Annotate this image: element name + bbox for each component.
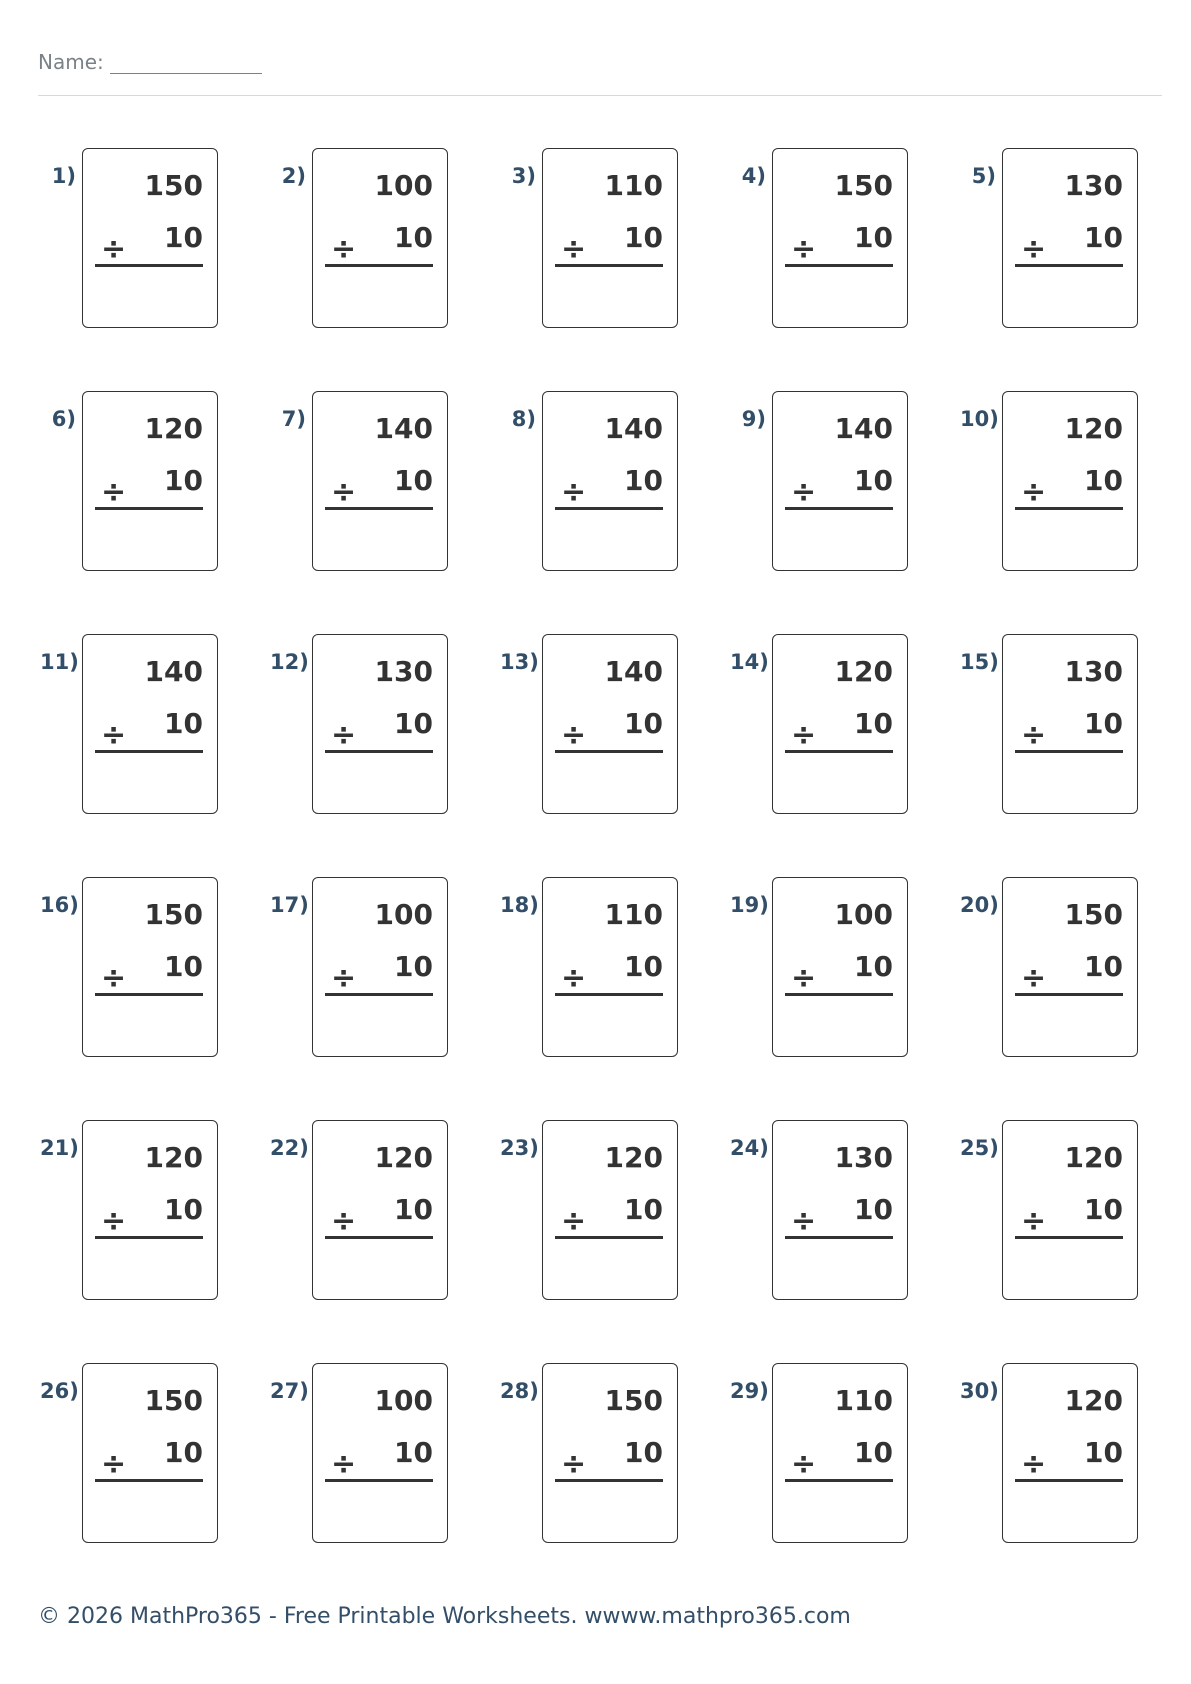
problem-number: 17) — [270, 893, 309, 917]
dividend: 120 — [1064, 1384, 1123, 1417]
divisor: 10 — [1084, 707, 1123, 740]
divide-sign-icon: ÷ — [791, 718, 817, 753]
problem-number: 13) — [500, 650, 539, 674]
divisor: 10 — [394, 950, 433, 983]
answer-line[interactable] — [785, 1236, 893, 1239]
problem-number: 30) — [960, 1379, 999, 1403]
problem-number: 10) — [960, 407, 999, 431]
answer-line[interactable] — [95, 750, 203, 753]
problem-19 — [730, 873, 930, 1063]
problem-card — [772, 148, 908, 328]
divisor: 10 — [624, 1436, 663, 1469]
divide-sign-icon: ÷ — [1021, 718, 1047, 753]
divide-sign-icon: ÷ — [101, 718, 127, 753]
divide-sign-icon: ÷ — [791, 475, 817, 510]
divisor: 10 — [394, 464, 433, 497]
problem-card — [772, 391, 908, 571]
answer-line[interactable] — [1015, 993, 1123, 996]
divisor: 10 — [624, 707, 663, 740]
divide-sign-icon: ÷ — [561, 718, 587, 753]
answer-line[interactable] — [1015, 750, 1123, 753]
answer-line[interactable] — [1015, 507, 1123, 510]
dividend: 140 — [144, 655, 203, 688]
answer-line[interactable] — [785, 993, 893, 996]
problem-card — [542, 391, 678, 571]
divisor: 10 — [394, 1193, 433, 1226]
divide-sign-icon: ÷ — [331, 961, 357, 996]
divide-sign-icon: ÷ — [791, 961, 817, 996]
dividend: 150 — [604, 1384, 663, 1417]
problem-10 — [960, 387, 1160, 577]
divide-sign-icon: ÷ — [101, 232, 127, 267]
problem-card — [772, 1120, 908, 1300]
answer-line[interactable] — [325, 1479, 433, 1482]
divide-sign-icon: ÷ — [101, 1204, 127, 1239]
divide-sign-icon: ÷ — [561, 1447, 587, 1482]
answer-line[interactable] — [1015, 264, 1123, 267]
dividend: 130 — [1064, 169, 1123, 202]
divisor: 10 — [854, 1436, 893, 1469]
problem-card — [1002, 1120, 1138, 1300]
problem-28 — [500, 1359, 700, 1549]
problem-number: 29) — [730, 1379, 769, 1403]
problem-5 — [960, 144, 1160, 334]
answer-line[interactable] — [325, 507, 433, 510]
answer-line[interactable] — [555, 1236, 663, 1239]
problem-card — [312, 1120, 448, 1300]
problem-card — [312, 148, 448, 328]
answer-line[interactable] — [95, 1236, 203, 1239]
problem-card — [542, 1363, 678, 1543]
problem-card — [82, 1120, 218, 1300]
problem-21 — [40, 1116, 240, 1306]
divide-sign-icon: ÷ — [1021, 232, 1047, 267]
problem-14 — [730, 630, 930, 820]
divide-sign-icon: ÷ — [561, 961, 587, 996]
problem-card — [1002, 148, 1138, 328]
problem-number: 6) — [51, 407, 76, 431]
problem-number: 4) — [741, 164, 766, 188]
problem-card — [312, 1363, 448, 1543]
divisor: 10 — [624, 221, 663, 254]
answer-line[interactable] — [325, 264, 433, 267]
problem-card — [772, 1363, 908, 1543]
problem-card — [542, 148, 678, 328]
problem-number: 23) — [500, 1136, 539, 1160]
divisor: 10 — [854, 950, 893, 983]
problem-card — [82, 148, 218, 328]
problem-29 — [730, 1359, 930, 1549]
divide-sign-icon: ÷ — [331, 718, 357, 753]
dividend: 120 — [834, 655, 893, 688]
problem-number: 1) — [51, 164, 76, 188]
dividend: 120 — [604, 1141, 663, 1174]
dividend: 150 — [1064, 898, 1123, 931]
divisor: 10 — [1084, 221, 1123, 254]
divisor: 10 — [854, 221, 893, 254]
problem-number: 19) — [730, 893, 769, 917]
problem-card — [1002, 1363, 1138, 1543]
problem-number: 21) — [40, 1136, 79, 1160]
problem-number: 5) — [971, 164, 996, 188]
divisor: 10 — [854, 1193, 893, 1226]
problem-number: 15) — [960, 650, 999, 674]
answer-line[interactable] — [555, 993, 663, 996]
dividend: 120 — [144, 1141, 203, 1174]
answer-line[interactable] — [95, 993, 203, 996]
divisor: 10 — [164, 1193, 203, 1226]
divide-sign-icon: ÷ — [791, 1204, 817, 1239]
problem-number: 18) — [500, 893, 539, 917]
answer-line[interactable] — [95, 264, 203, 267]
divisor: 10 — [624, 950, 663, 983]
problem-2 — [270, 144, 470, 334]
divisor: 10 — [164, 950, 203, 983]
problem-card — [82, 634, 218, 814]
divide-sign-icon: ÷ — [331, 232, 357, 267]
problem-20 — [960, 873, 1160, 1063]
divisor: 10 — [1084, 464, 1123, 497]
answer-line[interactable] — [555, 507, 663, 510]
problem-number: 24) — [730, 1136, 769, 1160]
answer-line[interactable] — [555, 1479, 663, 1482]
problem-1 — [40, 144, 240, 334]
dividend: 100 — [374, 169, 433, 202]
divide-sign-icon: ÷ — [791, 232, 817, 267]
problem-card — [82, 391, 218, 571]
problem-number: 2) — [281, 164, 306, 188]
dividend: 150 — [144, 169, 203, 202]
problem-card — [82, 1363, 218, 1543]
dividend: 130 — [1064, 655, 1123, 688]
problem-25 — [960, 1116, 1160, 1306]
dividend: 120 — [1064, 412, 1123, 445]
dividend: 120 — [374, 1141, 433, 1174]
divide-sign-icon: ÷ — [561, 475, 587, 510]
problem-30 — [960, 1359, 1160, 1549]
problem-number: 8) — [511, 407, 536, 431]
problem-11 — [40, 630, 240, 820]
divisor: 10 — [854, 707, 893, 740]
problem-4 — [730, 144, 930, 334]
problem-3 — [500, 144, 700, 334]
divide-sign-icon: ÷ — [331, 1447, 357, 1482]
problem-number: 16) — [40, 893, 79, 917]
divisor: 10 — [624, 1193, 663, 1226]
problem-card — [772, 634, 908, 814]
divisor: 10 — [164, 707, 203, 740]
problem-card — [312, 634, 448, 814]
divide-sign-icon: ÷ — [331, 1204, 357, 1239]
dividend: 110 — [604, 898, 663, 931]
problem-24 — [730, 1116, 930, 1306]
footer-copyright: © 2026 MathPro365 - Free Printable Worksheets. wwww.mathpro365.com — [38, 1604, 851, 1629]
problem-17 — [270, 873, 470, 1063]
answer-line[interactable] — [785, 264, 893, 267]
dividend: 140 — [604, 655, 663, 688]
problem-12 — [270, 630, 470, 820]
problem-23 — [500, 1116, 700, 1306]
divide-sign-icon: ÷ — [101, 475, 127, 510]
dividend: 140 — [834, 412, 893, 445]
divisor: 10 — [624, 464, 663, 497]
answer-line[interactable] — [95, 507, 203, 510]
problem-15 — [960, 630, 1160, 820]
dividend: 110 — [834, 1384, 893, 1417]
problem-13 — [500, 630, 700, 820]
problem-number: 27) — [270, 1379, 309, 1403]
problem-9 — [730, 387, 930, 577]
answer-line[interactable] — [95, 1479, 203, 1482]
answer-line[interactable] — [785, 1479, 893, 1482]
divide-sign-icon: ÷ — [561, 1204, 587, 1239]
divisor: 10 — [1084, 1193, 1123, 1226]
divisor: 10 — [394, 707, 433, 740]
problem-card — [312, 877, 448, 1057]
dividend: 110 — [604, 169, 663, 202]
divisor: 10 — [854, 464, 893, 497]
dividend: 100 — [834, 898, 893, 931]
dividend: 100 — [374, 1384, 433, 1417]
problem-card — [542, 877, 678, 1057]
problem-6 — [40, 387, 240, 577]
problem-number: 26) — [40, 1379, 79, 1403]
problem-card — [1002, 391, 1138, 571]
problem-18 — [500, 873, 700, 1063]
answer-line[interactable] — [785, 507, 893, 510]
answer-line[interactable] — [555, 264, 663, 267]
problem-number: 7) — [281, 407, 306, 431]
problem-card — [772, 877, 908, 1057]
divide-sign-icon: ÷ — [1021, 1447, 1047, 1482]
answer-line[interactable] — [785, 750, 893, 753]
divide-sign-icon: ÷ — [561, 232, 587, 267]
divisor: 10 — [1084, 1436, 1123, 1469]
problem-8 — [500, 387, 700, 577]
dividend: 120 — [1064, 1141, 1123, 1174]
dividend: 130 — [374, 655, 433, 688]
name-label: Name: — [38, 50, 104, 74]
problem-number: 9) — [741, 407, 766, 431]
answer-line[interactable] — [325, 993, 433, 996]
divisor: 10 — [164, 464, 203, 497]
problem-number: 14) — [730, 650, 769, 674]
problem-card — [542, 634, 678, 814]
problem-16 — [40, 873, 240, 1063]
answer-line[interactable] — [1015, 1236, 1123, 1239]
divide-sign-icon: ÷ — [1021, 475, 1047, 510]
problem-number: 12) — [270, 650, 309, 674]
answer-line[interactable] — [1015, 1479, 1123, 1482]
problem-number: 22) — [270, 1136, 309, 1160]
divisor: 10 — [394, 1436, 433, 1469]
dividend: 150 — [834, 169, 893, 202]
dividend: 100 — [374, 898, 433, 931]
problem-7 — [270, 387, 470, 577]
divide-sign-icon: ÷ — [331, 475, 357, 510]
problem-card — [1002, 634, 1138, 814]
divide-sign-icon: ÷ — [101, 1447, 127, 1482]
dividend: 150 — [144, 1384, 203, 1417]
problem-number: 20) — [960, 893, 999, 917]
problem-number: 25) — [960, 1136, 999, 1160]
problem-number: 11) — [40, 650, 79, 674]
divide-sign-icon: ÷ — [791, 1447, 817, 1482]
problem-card — [312, 391, 448, 571]
problem-27 — [270, 1359, 470, 1549]
problem-number: 3) — [511, 164, 536, 188]
divide-sign-icon: ÷ — [1021, 961, 1047, 996]
answer-line[interactable] — [325, 750, 433, 753]
divisor: 10 — [164, 221, 203, 254]
dividend: 140 — [374, 412, 433, 445]
divide-sign-icon: ÷ — [1021, 1204, 1047, 1239]
divisor: 10 — [394, 221, 433, 254]
dividend: 130 — [834, 1141, 893, 1174]
problem-26 — [40, 1359, 240, 1549]
problem-card — [1002, 877, 1138, 1057]
dividend: 140 — [604, 412, 663, 445]
problem-card — [542, 1120, 678, 1300]
answer-line[interactable] — [555, 750, 663, 753]
divisor: 10 — [1084, 950, 1123, 983]
problem-card — [82, 877, 218, 1057]
dividend: 120 — [144, 412, 203, 445]
divide-sign-icon: ÷ — [101, 961, 127, 996]
dividend: 150 — [144, 898, 203, 931]
divisor: 10 — [164, 1436, 203, 1469]
answer-line[interactable] — [325, 1236, 433, 1239]
problem-number: 28) — [500, 1379, 539, 1403]
problem-22 — [270, 1116, 470, 1306]
